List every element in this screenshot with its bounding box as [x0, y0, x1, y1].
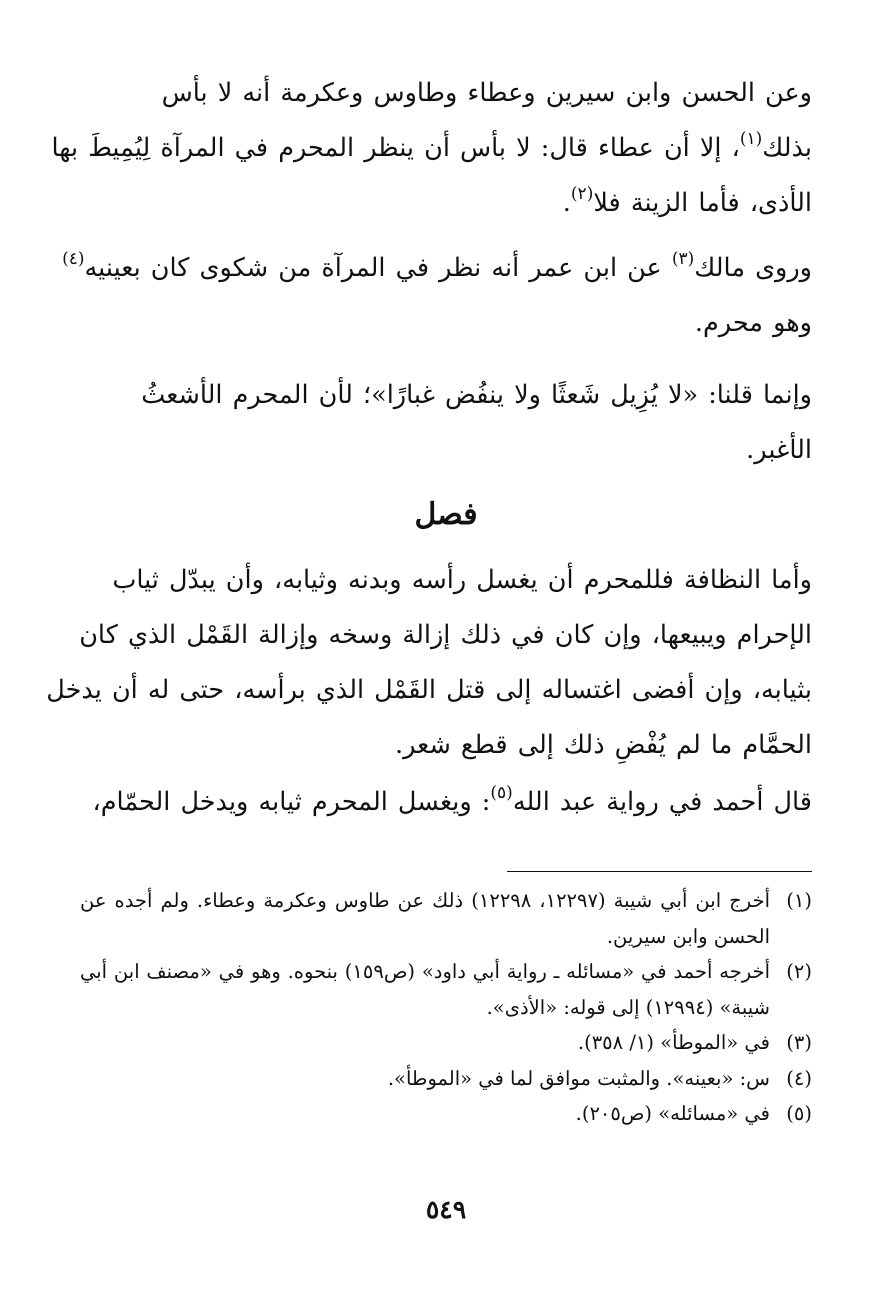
- footnote-number: (٢): [786, 960, 812, 983]
- page-number: ٥٤٩: [425, 1195, 467, 1224]
- paragraph-1-line-2: [51, 121, 812, 176]
- paragraph-3-line-1: وإنما قلنا: «لا يُزِيل شَعثًا ولا ينفُض غبارًا»؛ لأن المحرم الأشعثُ: [141, 380, 812, 410]
- footnote-1: [80, 883, 812, 954]
- footnote-text: أخرجه أحمد في «مسائله ـ رواية أبي داود» (ص١٥٩) بنحوه. وهو في «مصنف ابن أبي شيبة» (١٢٩٩٤) إلى قوله: «الأذى».: [80, 960, 770, 1019]
- paragraph-4-line-2: الإحرام ويبيعها، وإن كان في ذلك إزالة وسخه وإزالة القَمْل الذي كان: [79, 620, 812, 650]
- paragraph-1-line-3-end: .: [562, 188, 571, 218]
- footnote-number: (٥): [786, 1102, 812, 1125]
- footnote-separator: [507, 871, 812, 872]
- paragraph-2-line-2: وهو محرم.: [694, 308, 812, 338]
- paragraph-4-line-4: الحمَّام ما لم يُفْضِ ذلك إلى قطع شعر.: [394, 730, 812, 760]
- footnote-ref-4[interactable]: (٤): [62, 249, 85, 269]
- footnote-text: في «مسائله» (ص٢٠٥).: [575, 1102, 770, 1125]
- paragraph-1-line-2-start: بذلك: [762, 133, 812, 163]
- paragraph-2-line-1: [62, 241, 812, 296]
- footnote-text: س: «بعينه». والمثبت موافق لما في «الموطأ».: [387, 1066, 770, 1090]
- footnote-text: في «الموطأ» (١/ ٣٥٨).: [577, 1031, 770, 1054]
- paragraph-5: [80, 775, 812, 830]
- paragraph-4: [46, 553, 812, 773]
- paragraph-2-line-1-middle: عن ابن عمر أنه نظر في المرآة من شكوى كان بعينيه: [84, 253, 672, 283]
- paragraph-2: [62, 241, 812, 351]
- paragraph-5-line-1-start: قال أحمد في رواية عبد الله: [512, 787, 812, 817]
- footnotes: [80, 883, 812, 1132]
- footnote-5: [80, 1096, 812, 1132]
- paragraph-1: [51, 66, 812, 231]
- paragraph-4-line-1: وأما النظافة فللمحرم أن يغسل رأسه وبدنه وثيابه، وأن يبدّل ثياب: [112, 565, 812, 595]
- paragraph-1-line-3-start: الأذى، فأما الزينة فلا: [593, 188, 812, 218]
- footnote-number: (٤): [786, 1066, 812, 1090]
- paragraph-3: [80, 368, 812, 478]
- paragraph-1-line-1: وعن الحسن وابن سيرين وعطاء وطاوس وعكرمة أنه لا بأس: [161, 78, 812, 108]
- footnote-number: (١): [786, 889, 812, 912]
- footnote-ref-3[interactable]: (٣): [671, 249, 695, 269]
- paragraph-4-line-3: بثيابه، وإن أفضى اغتساله إلى قتل القَمْل الذي برأسه، حتى له أن يدخل: [46, 675, 812, 705]
- footnote-text: أخرج ابن أبي شيبة (١٢٢٩٧، ١٢٢٩٨) ذلك عن طاوس وعكرمة وعطاء. ولم أجده عن الحسن وابن سيرين.: [80, 889, 770, 948]
- paragraph-3-line-2: الأغبر.: [746, 435, 812, 465]
- footnote-ref-5[interactable]: (٥): [490, 783, 513, 803]
- paragraph-5-line-1-end: : ويغسل المحرم ثيابه ويدخل الحمّام،: [92, 787, 491, 817]
- footnote-ref-1[interactable]: (١): [739, 129, 763, 149]
- paragraph-1-line-3: [80, 176, 812, 231]
- paragraph-1-line-2-end: ، إلا أن عطاء قال: لا بأس أن ينظر المحرم في المرآة لِيُمِيطَ بها: [51, 133, 740, 163]
- footnote-3: [80, 1025, 812, 1061]
- footnote-number: (٣): [786, 1031, 812, 1054]
- paragraph-5-line-1: [80, 775, 812, 830]
- footnote-ref-2[interactable]: (٢): [570, 184, 594, 204]
- footnote-4: [80, 1061, 812, 1097]
- paragraph-2-line-1-start: وروى مالك: [694, 253, 812, 283]
- footnote-2: [80, 954, 812, 1025]
- section-heading: فصل: [414, 497, 478, 532]
